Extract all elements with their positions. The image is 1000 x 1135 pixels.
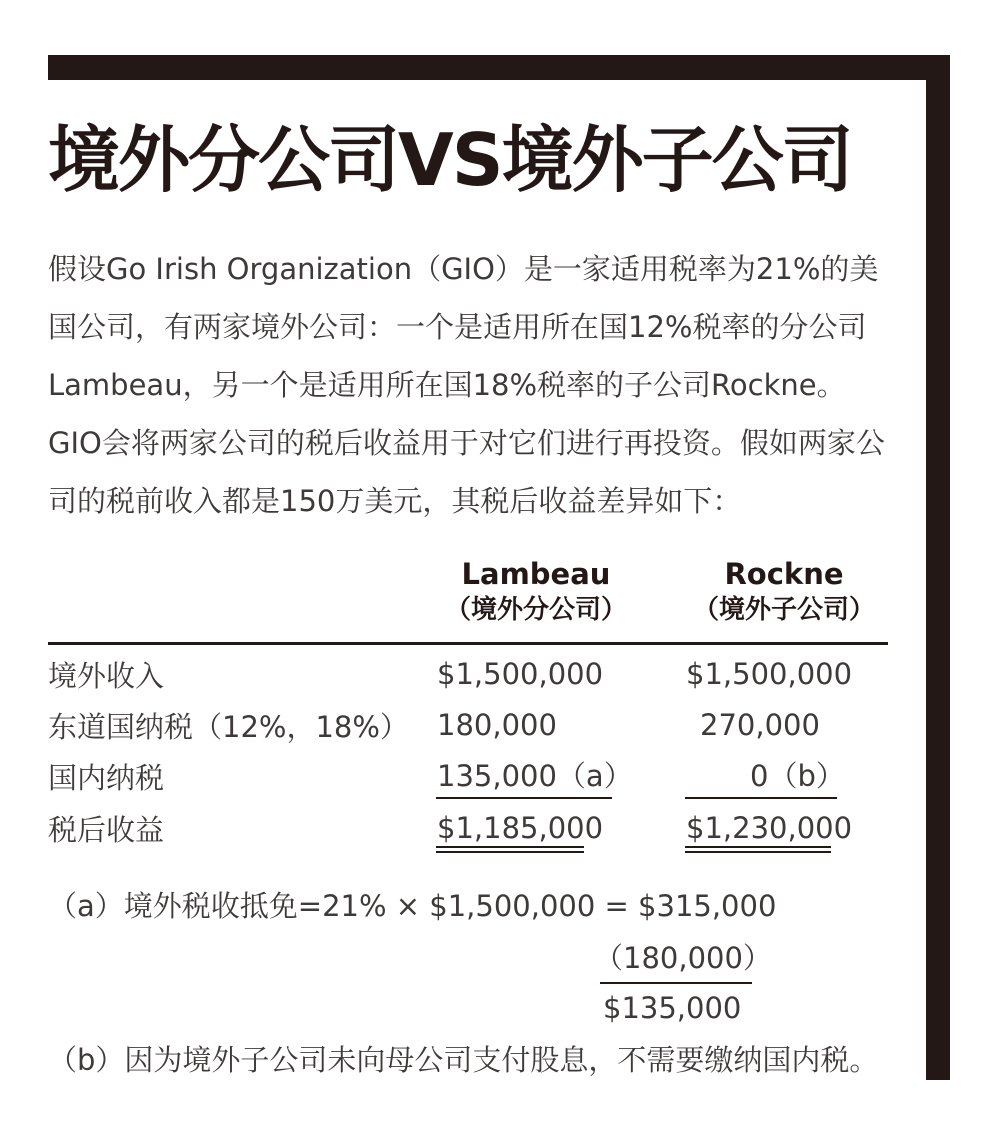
cell-rockne-host-tax: 270,000 (700, 708, 820, 742)
cell-lambeau-domestic-tax: 135,000（a） (437, 759, 633, 793)
row-label-domestic-tax: 国内纳税 (48, 761, 165, 795)
column-header-rockne (676, 556, 892, 628)
intro-line: 假设Go Irish Organization（GIO）是一家适用税率为21%的美 (48, 252, 879, 286)
note-a: （a）境外税收抵免=21% × $1,500,000 = $315,000 (48, 889, 777, 923)
note-a-deduction: （180,000） (594, 941, 772, 975)
note-a-rule (600, 982, 752, 984)
total-double-rule-lambeau (436, 846, 584, 853)
table-header-rule (48, 642, 888, 645)
column-header-subtitle: （境外子公司） (692, 595, 875, 625)
subtotal-rule-rockne (685, 797, 837, 799)
subtotal-rule-lambeau (436, 797, 612, 799)
column-header-name: Lambeau (461, 557, 611, 591)
note-a-result: $135,000 (603, 991, 742, 1025)
row-label-host-country-tax: 东道国纳税（12%，18%） (48, 710, 409, 744)
right-frame-bar (926, 55, 950, 1080)
cell-rockne-foreign-income: $1,500,000 (686, 657, 853, 691)
total-double-rule-rockne (685, 846, 831, 853)
intro-line: 国公司，有两家境外公司：一个是适用所在国12%税率的分公司 (48, 310, 867, 344)
column-header-subtitle: （境外分公司） (444, 595, 627, 625)
cell-lambeau-after-tax: $1,185,000 (437, 811, 604, 845)
note-b: （b）因为境外子公司未向母公司支付股息，不需要缴纳国内税。 (48, 1043, 879, 1077)
intro-line: Lambeau，另一个是适用所在国18%税率的子公司Rockne。 (48, 368, 846, 402)
cell-rockne-domestic-tax: 0（b） (750, 759, 845, 793)
cell-lambeau-host-tax: 180,000 (437, 708, 557, 742)
row-label-after-tax-income: 税后收益 (48, 813, 165, 847)
column-header-lambeau (428, 556, 644, 628)
intro-line: GIO会将两家公司的税后收益用于对它们进行再投资。假如两家公 (48, 426, 885, 460)
top-frame-bar (48, 55, 950, 80)
cell-rockne-after-tax: $1,230,000 (686, 811, 853, 845)
intro-paragraph (48, 240, 908, 530)
intro-line: 司的税前收入都是150万美元，其税后收益差异如下： (48, 484, 742, 518)
page-title: 境外分公司VS境外子公司 (48, 118, 852, 202)
column-header-name: Rockne (724, 557, 844, 591)
row-label-foreign-income: 境外收入 (48, 659, 165, 693)
cell-lambeau-foreign-income: $1,500,000 (437, 657, 604, 691)
